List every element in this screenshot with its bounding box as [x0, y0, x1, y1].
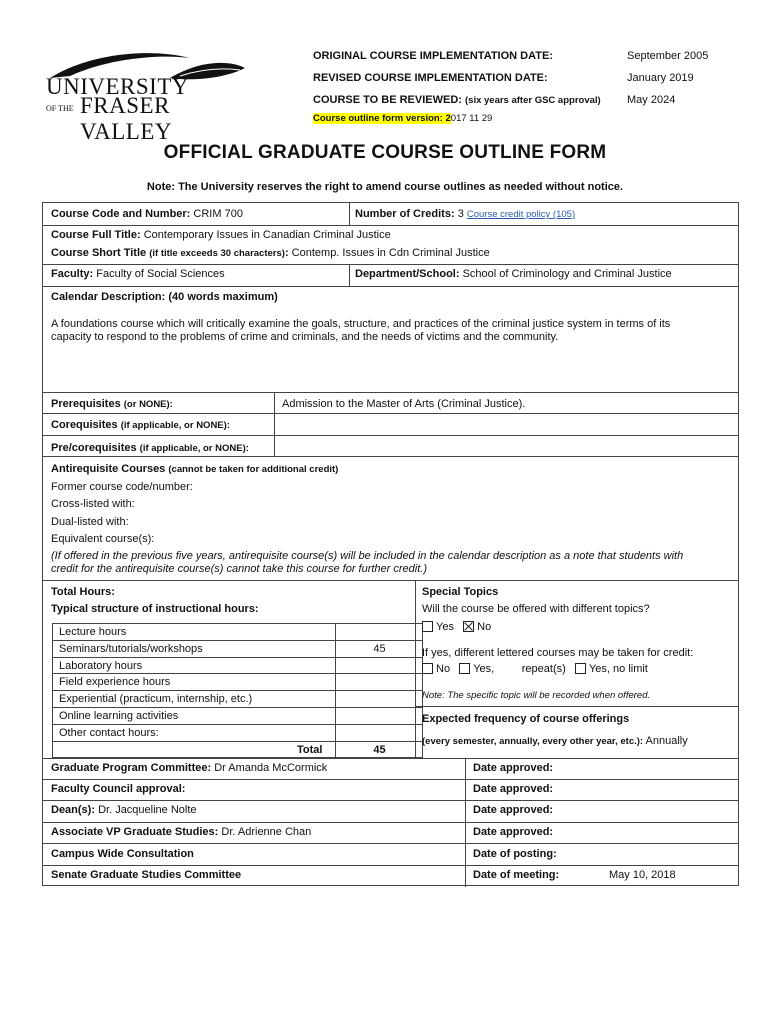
- university-logo: [30, 48, 260, 144]
- table-row: [53, 624, 422, 641]
- review-note: (six years after GSC approval): [465, 95, 601, 106]
- meeting-date-label: Date of meeting:: [473, 869, 560, 881]
- prerequisites-note: (or NONE):: [123, 399, 173, 410]
- lettered-courses-options: [422, 663, 648, 675]
- prerequisites-label-text: Prerequisites: [51, 398, 121, 410]
- approval-date-label: Date approved:: [473, 804, 554, 816]
- faculty-field: [51, 268, 225, 280]
- table-row: [53, 691, 422, 708]
- revised-date-value: January 2019: [627, 72, 694, 84]
- approval-row-deans: [51, 804, 197, 816]
- form-version: [313, 113, 492, 124]
- approval-date-label: Date approved:: [473, 826, 554, 838]
- full-title-field: [51, 229, 391, 241]
- logo-fraser-valley-text: FRASER VALLEY: [80, 93, 173, 144]
- course-outline-form: [42, 202, 739, 886]
- corequisites-label-text: Corequisites: [51, 419, 118, 431]
- frequency-note: (every semester, annually, every other year, etc.):: [422, 736, 644, 747]
- approval-date-label: Date approved:: [473, 762, 554, 774]
- form-version-label: Course outline form version: 2: [313, 113, 451, 124]
- checkbox-empty-icon[interactable]: [422, 621, 433, 632]
- table-row: [53, 725, 422, 742]
- lettered-yes-no-limit-label: Yes, no limit: [588, 663, 648, 675]
- approval-row-associate-vp: [51, 826, 311, 838]
- frequency-value: Annually: [645, 735, 688, 747]
- pre-corequisites-label: [51, 442, 249, 454]
- original-date-value: September 2005: [627, 50, 709, 62]
- approval-label: Faculty Council approval:: [51, 783, 186, 795]
- table-row: [53, 658, 422, 675]
- table-row: [53, 674, 422, 691]
- department-value: School of Criminology and Criminal Justice: [462, 268, 672, 280]
- hours-row-label: Online learning activities: [59, 710, 179, 722]
- credit-policy-link[interactable]: Course credit policy (105): [466, 209, 576, 220]
- special-topics-no-label: No: [477, 621, 492, 633]
- revised-date-label: REVISED COURSE IMPLEMENTATION DATE:: [313, 72, 548, 84]
- lettered-no-label: No: [436, 663, 451, 675]
- approval-value: Dr. Adrienne Chan: [221, 826, 312, 838]
- checkbox-empty-icon[interactable]: [575, 663, 586, 674]
- hours-total-label: Total: [297, 743, 323, 756]
- review-value: May 2024: [627, 94, 676, 106]
- hours-row-label: Seminars/tutorials/workshops: [59, 642, 203, 655]
- antirequisite-note: (cannot be taken for additional credit): [168, 464, 339, 475]
- logo-university-text: UNIVERSITY: [46, 74, 189, 99]
- table-row: [53, 641, 422, 658]
- logo-of-the-text: OF THE: [46, 104, 74, 113]
- full-title-value: Contemporary Issues in Canadian Criminal Justice: [143, 229, 391, 241]
- antirequisite-label-text: Antirequisite Courses: [51, 463, 166, 475]
- posting-date-label: Date of posting:: [473, 848, 557, 860]
- review-label-text: COURSE TO BE REVIEWED:: [313, 94, 462, 106]
- dual-listed-label: Dual-listed with:: [51, 516, 129, 528]
- department-label: Department/School:: [355, 268, 460, 280]
- hours-row-label: Field experience hours: [59, 676, 171, 689]
- form-version-value: 017 11 29: [450, 113, 493, 124]
- faculty-value: Faculty of Social Sciences: [96, 268, 225, 280]
- pre-corequisites-note: (if applicable, or NONE):: [139, 443, 249, 454]
- special-topics-yes-label: Yes: [436, 621, 454, 633]
- checkbox-checked-icon[interactable]: [463, 621, 474, 632]
- implementation-dates: [313, 50, 733, 124]
- review-label: [313, 94, 601, 106]
- special-topics-label: Special Topics: [422, 586, 499, 598]
- approval-value: Dr Amanda McCormick: [214, 762, 328, 774]
- hours-row-label: Lecture hours: [59, 626, 127, 638]
- prerequisites-value: Admission to the Master of Arts (Criminal Justice).: [282, 398, 526, 410]
- specific-topic-note: Note: The specific topic will be recorded when offered.: [422, 690, 651, 701]
- credits-field: [355, 208, 575, 220]
- short-title-note: (if title exceeds 30 characters): [149, 248, 285, 259]
- calendar-description-label: Calendar Description: (40 words maximum): [51, 291, 278, 303]
- antirequisite-italic-note-1: (If offered in the previous five years, antirequisite course(s) will be included in the calendar description as a note that students with: [51, 550, 684, 562]
- prerequisites-label: [51, 398, 173, 410]
- short-title-label: Course Short Title: [51, 247, 147, 259]
- approval-label: Associate VP Graduate Studies:: [51, 826, 219, 838]
- table-row-total: [53, 742, 422, 759]
- lettered-repeat-label: repeat(s): [521, 663, 566, 675]
- approval-label: Senate Graduate Studies Committee: [51, 869, 242, 881]
- course-code-value: CRIM 700: [193, 208, 243, 220]
- pre-corequisites-label-text: Pre/corequisites: [51, 442, 137, 454]
- page-title: OFFICIAL GRADUATE COURSE OUTLINE FORM: [163, 142, 607, 163]
- approval-row-campus-consultation: [51, 848, 194, 860]
- original-date-label: ORIGINAL COURSE IMPLEMENTATION DATE:: [313, 50, 553, 62]
- approval-label: Campus Wide Consultation: [51, 848, 194, 860]
- credits-label: Number of Credits:: [355, 208, 455, 220]
- approval-label: Dean(s):: [51, 804, 96, 816]
- checkbox-empty-icon[interactable]: [459, 663, 470, 674]
- hours-row-label: Laboratory hours: [59, 659, 143, 672]
- hours-row-label: Other contact hours:: [59, 726, 159, 739]
- meeting-date-value: May 10, 2018: [609, 869, 676, 881]
- hours-row-value[interactable]: 45: [373, 642, 386, 655]
- course-code-label: Course Code and Number:: [51, 208, 191, 220]
- amendment-note: Note: The University reserves the right to amend course outlines as needed without notice.: [146, 181, 624, 193]
- approval-value: Dr. Jacqueline Nolte: [98, 804, 197, 816]
- course-code-field: [51, 208, 243, 220]
- instructional-hours-table: [52, 623, 423, 758]
- frequency-field: [422, 735, 688, 747]
- hours-row-label: Experiential (practicum, internship, etc.): [59, 693, 253, 706]
- frequency-label: Expected frequency of course offerings: [422, 713, 630, 725]
- antirequisite-label: [51, 463, 338, 475]
- antirequisite-italic-note-2: credit for the antirequisite course(s) cannot take this course for further credit.): [51, 563, 427, 575]
- approval-date-label: Date approved:: [473, 783, 554, 795]
- corequisites-note: (if applicable, or NONE):: [120, 420, 230, 431]
- calendar-description-line-1: A foundations course which will critically examine the goals, structure, and practices of the criminal justice system in terms of its: [51, 318, 671, 330]
- checkbox-empty-icon[interactable]: [422, 663, 433, 674]
- faculty-label: Faculty:: [51, 268, 94, 280]
- hours-total-value: 45: [373, 743, 386, 756]
- approval-label: Graduate Program Committee:: [51, 762, 212, 774]
- equivalent-course-label: Equivalent course(s):: [51, 533, 155, 545]
- full-title-label: Course Full Title:: [51, 229, 141, 241]
- special-topics-question: Will the course be offered with different topics?: [422, 603, 650, 615]
- short-title-field: Course Short Title (if title exceeds 30 characters): Contemp. Issues in Cdn Criminal Justice: [51, 247, 490, 259]
- former-course-label: Former course code/number:: [51, 481, 193, 493]
- short-title-value: Contemp. Issues in Cdn Criminal Justice: [291, 247, 490, 259]
- lettered-yes-label: Yes,: [473, 663, 495, 675]
- instructional-hours-label: Typical structure of instructional hours:: [51, 603, 259, 615]
- department-field: [355, 268, 672, 280]
- total-hours-label: Total Hours:: [51, 586, 115, 598]
- cross-listed-label: Cross-listed with:: [51, 498, 135, 510]
- table-row: [53, 708, 422, 725]
- lettered-courses-question: If yes, different lettered courses may be taken for credit:: [422, 647, 694, 659]
- approval-row-senate-committee: [51, 869, 241, 881]
- credits-value: 3: [457, 208, 464, 220]
- approval-row-faculty-council: [51, 783, 185, 795]
- calendar-description-line-2: capacity to respond to the problems of crime and criminals, and the needs of victims and the community.: [51, 331, 559, 343]
- special-topics-choice: [422, 621, 491, 633]
- approval-row-program-committee: [51, 762, 327, 774]
- corequisites-label: [51, 419, 230, 431]
